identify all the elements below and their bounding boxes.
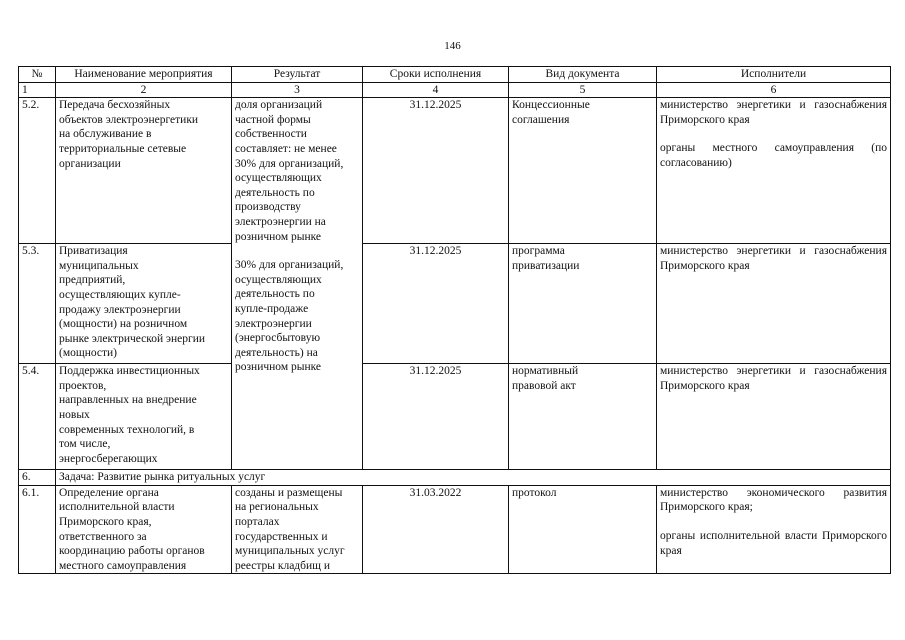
text-line: 30% для организаций, bbox=[235, 259, 344, 272]
column-number: 2 bbox=[56, 82, 232, 98]
text-line: Поддержка инвестиционных bbox=[59, 365, 200, 378]
executors bbox=[657, 98, 891, 244]
page-number: 146 bbox=[444, 40, 461, 52]
text-line: нормативный bbox=[512, 365, 579, 378]
text-line: территориальные сетевые bbox=[59, 142, 187, 155]
column-number: 5 bbox=[509, 82, 657, 98]
column-number: 1 bbox=[19, 82, 56, 98]
text-line: составляет: не менее bbox=[235, 142, 337, 155]
text-line: осуществляющих bbox=[235, 273, 322, 286]
text-line: деятельность по bbox=[235, 288, 315, 301]
text-line: правовой акт bbox=[512, 379, 576, 392]
blank-line bbox=[660, 515, 887, 529]
table-row bbox=[19, 364, 891, 470]
header-executors: Исполнители bbox=[657, 67, 891, 83]
deadline: 31.12.2025 bbox=[363, 364, 509, 470]
text-line: приватизации bbox=[512, 259, 580, 272]
text-line: 30% для организаций, bbox=[235, 157, 344, 170]
text-line: исполнительной власти bbox=[59, 501, 175, 514]
text-line: продажу электроэнергии bbox=[59, 303, 181, 316]
header-deadline: Сроки исполнения bbox=[363, 67, 509, 83]
text-line: ответственного за bbox=[59, 530, 147, 543]
blank-line bbox=[660, 127, 887, 141]
executor: органы исполнительной власти Приморского края bbox=[660, 529, 887, 557]
text-line: деятельность) на bbox=[235, 346, 318, 359]
deadline: 31.12.2025 bbox=[363, 244, 509, 364]
text-line: частной формы bbox=[235, 113, 311, 126]
text-line: координацию работы органов bbox=[59, 545, 205, 558]
text-line: объектов электроэнергетики bbox=[59, 113, 199, 126]
document-type bbox=[509, 98, 657, 244]
text-line: муниципальных bbox=[59, 259, 139, 272]
text-line: энергосберегающих bbox=[59, 452, 158, 465]
text-line: современных технологий, в bbox=[59, 423, 195, 436]
text-line: электроэнергии bbox=[235, 317, 312, 330]
blank-line bbox=[235, 244, 359, 258]
text-line: муниципальных услуг bbox=[235, 545, 345, 558]
text-line: Передача бесхозяйных bbox=[59, 99, 171, 112]
text-line: деятельность по bbox=[235, 186, 315, 199]
text-line: местного самоуправления bbox=[59, 559, 187, 572]
text-line: государственных и bbox=[235, 530, 328, 543]
header-name: Наименование мероприятия bbox=[56, 67, 232, 83]
row-number: 5.3. bbox=[19, 244, 56, 364]
text-line: направленных на внедрение bbox=[59, 394, 197, 407]
text-line: осуществляющих купле- bbox=[59, 288, 181, 301]
measure-name bbox=[56, 244, 232, 364]
text-line: рынке электрической энергии bbox=[59, 332, 206, 345]
text-line: соглашения bbox=[512, 113, 570, 126]
text-line: производству bbox=[235, 201, 301, 214]
deadline: 31.03.2022 bbox=[363, 485, 509, 574]
text-line: розничном рынке bbox=[235, 230, 322, 243]
measure-name bbox=[56, 485, 232, 574]
text-line: купле-продаже bbox=[235, 302, 309, 315]
text-line: Определение органа bbox=[59, 486, 159, 499]
executors bbox=[657, 364, 891, 470]
column-number: 3 bbox=[232, 82, 363, 98]
text-line: Концессионные bbox=[512, 99, 590, 112]
executors bbox=[657, 485, 891, 574]
text-line: на региональных bbox=[235, 501, 319, 514]
document-type bbox=[509, 364, 657, 470]
text-line: Приватизация bbox=[59, 245, 128, 258]
text-line: доля организаций bbox=[235, 99, 323, 112]
executors bbox=[657, 244, 891, 364]
text-line: осуществляющих bbox=[235, 172, 322, 185]
measure-name bbox=[56, 98, 232, 244]
measure-name bbox=[56, 364, 232, 470]
executor: министерство энергетики и газоснабжения Приморского края bbox=[660, 245, 887, 272]
row-number: 6.1. bbox=[19, 485, 56, 574]
text-line: Приморского края, bbox=[59, 515, 152, 528]
executor: органы местного самоуправления (по согласованию) bbox=[660, 142, 887, 169]
text-line: том числе, bbox=[59, 438, 111, 451]
text-line: реестры кладбищ и bbox=[235, 559, 331, 572]
text-line: порталах bbox=[235, 515, 280, 528]
executor: министерство энергетики и газоснабжения Приморского края bbox=[660, 365, 887, 392]
executor: министерство энергетики и газоснабжения Приморского края bbox=[660, 99, 887, 126]
task-label: Задача: Развитие рынка ритуальных услуг bbox=[56, 470, 891, 486]
text-line: (мощности) bbox=[59, 347, 118, 360]
row-number: 5.2. bbox=[19, 98, 56, 244]
text-line: программа bbox=[512, 245, 565, 258]
deadline: 31.12.2025 bbox=[363, 98, 509, 244]
header-row bbox=[19, 67, 891, 83]
executor: министерство экономического развития Приморского края; bbox=[660, 486, 887, 514]
task-number: 6. bbox=[19, 470, 56, 486]
text-line: (энергосбытовую bbox=[235, 332, 321, 345]
task-row bbox=[19, 470, 891, 486]
table-row bbox=[19, 485, 891, 574]
document-type: протокол bbox=[509, 485, 657, 574]
text-line: новых bbox=[59, 408, 90, 421]
column-number: 4 bbox=[363, 82, 509, 98]
result bbox=[232, 485, 363, 574]
text-line: собственности bbox=[235, 128, 307, 141]
column-number: 6 bbox=[657, 82, 891, 98]
column-number-row bbox=[19, 82, 891, 98]
text-line: (мощности) на розничном bbox=[59, 318, 188, 331]
text-line: организации bbox=[59, 157, 121, 170]
text-line: проектов, bbox=[59, 379, 107, 392]
merged-result-cell bbox=[232, 98, 363, 470]
header-result: Результат bbox=[232, 67, 363, 83]
table-row bbox=[19, 98, 891, 244]
measures-table bbox=[18, 66, 891, 574]
header-document: Вид документа bbox=[509, 67, 657, 83]
table-row bbox=[19, 244, 891, 364]
text-line: предприятий, bbox=[59, 274, 126, 287]
document-type bbox=[509, 244, 657, 364]
header-num: № bbox=[19, 67, 56, 83]
text-line: созданы и размещены bbox=[235, 486, 343, 499]
text-line: розничном рынке bbox=[235, 361, 322, 374]
text-line: на обслуживание в bbox=[59, 128, 152, 141]
text-line: электроэнергии на bbox=[235, 215, 326, 228]
row-number: 5.4. bbox=[19, 364, 56, 470]
